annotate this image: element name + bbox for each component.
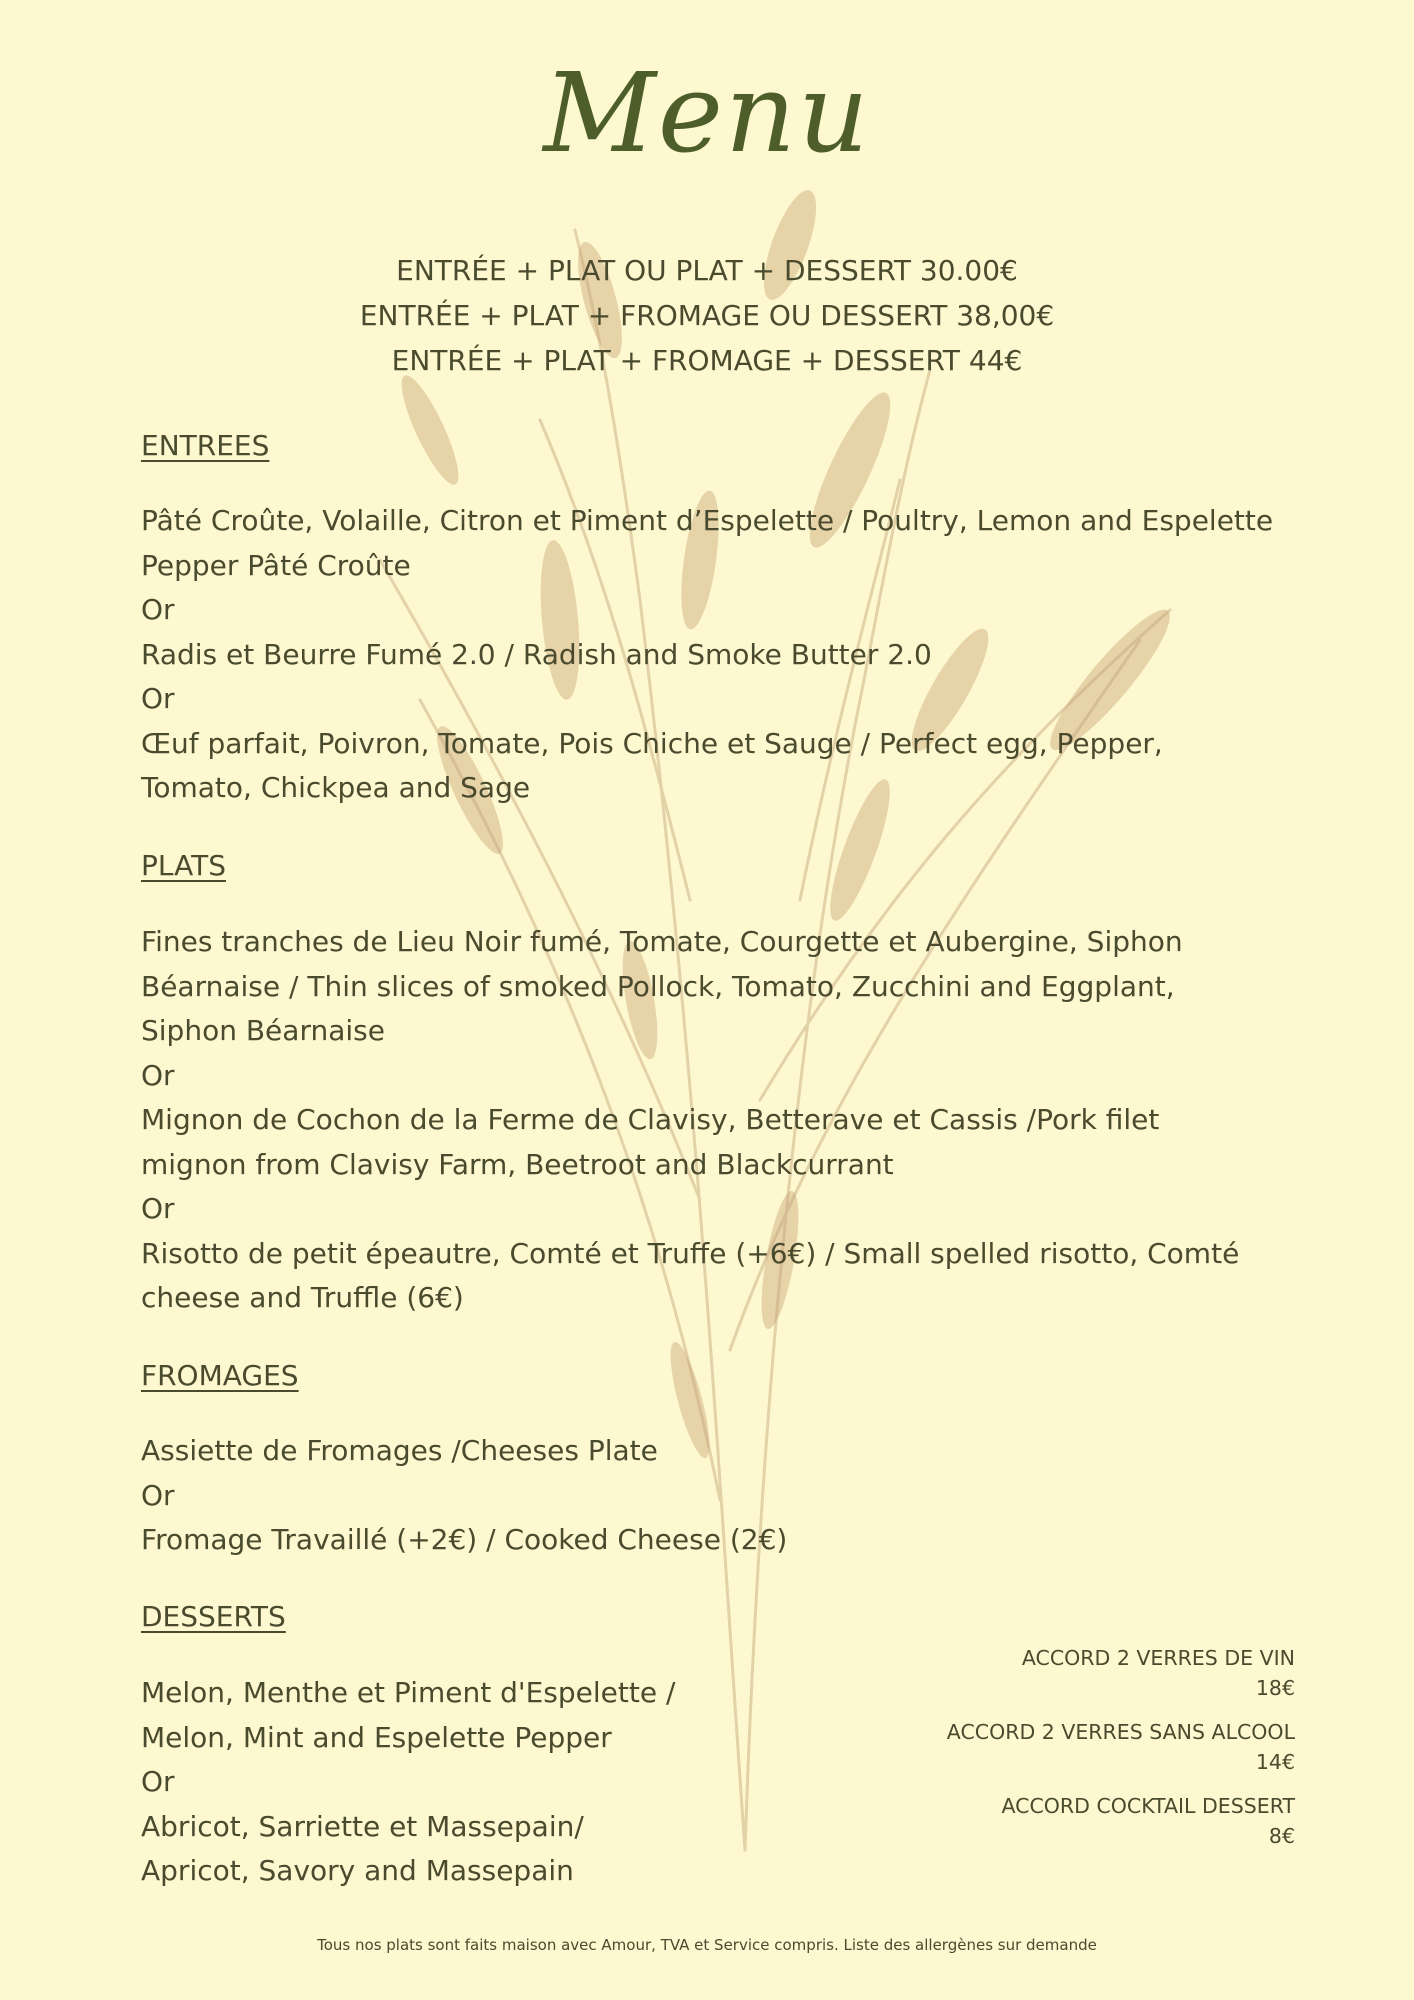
dish-line: Siphon Béarnaise xyxy=(141,1014,385,1047)
section-fromages xyxy=(141,1353,299,1398)
dish-line: Risotto de petit épeautre, Comté et Truffe (+6€) / Small spelled risotto, Comté xyxy=(141,1236,1240,1270)
dish-line: Pepper Pâté Croûte xyxy=(141,548,411,582)
dish-line: Melon, Menthe et Piment d'Espelette / xyxy=(141,1676,676,1709)
or-separator: Or xyxy=(141,682,175,715)
dish-line: Mignon de Cochon de la Ferme de Clavisy, Betterave et Cassis /Pork filet xyxy=(141,1103,1160,1136)
dish-line: Pâté Croûte, Volaille, Citron et Piment d’Espelette / Poultry, Lemon and Espelette xyxy=(141,504,1274,537)
or-separator: Or xyxy=(141,593,175,626)
dish-line: Assiette de Fromages /Cheeses Plate xyxy=(141,1434,658,1467)
or-separator: Or xyxy=(141,1192,175,1225)
pairing-price: 8€ xyxy=(1268,1824,1295,1848)
section-entrees xyxy=(141,423,269,468)
dish-line: Apricot, Savory and Massepain xyxy=(141,1854,574,1887)
section-title-fromages: FROMAGES xyxy=(141,1359,299,1392)
section-plats xyxy=(141,843,226,888)
pairing-label: ACCORD 2 VERRES SANS ALCOOL xyxy=(946,1720,1295,1744)
plats-list xyxy=(141,920,1239,1321)
drink-pairings xyxy=(947,1643,1295,1865)
menu-title: Menu xyxy=(543,49,871,177)
desserts-list xyxy=(141,1671,675,1894)
dish-line: Tomato, Chickpea and Sage xyxy=(141,771,531,804)
formula-line: ENTRÉE + PLAT + FROMAGE + DESSERT 44€ xyxy=(391,344,1023,377)
dish-line: Béarnaise / Thin slices of smoked Pollock, Tomato, Zucchini and Eggplant, xyxy=(141,969,1175,1003)
formula-line: ENTRÉE + PLAT OU PLAT + DESSERT 30.00€ xyxy=(396,254,1018,287)
pairing-label: ACCORD COCKTAIL DESSERT xyxy=(1001,1794,1295,1818)
section-title-desserts: DESSERTS xyxy=(141,1600,286,1633)
dish-line: Fromage Travaillé (+2€) / Cooked Cheese (2€) xyxy=(141,1523,788,1556)
dish-line: Abricot, Sarriette et Massepain/ xyxy=(141,1809,584,1843)
formula-line: ENTRÉE + PLAT + FROMAGE OU DESSERT 38,00€ xyxy=(359,299,1055,332)
dish-line: Radis et Beurre Fumé 2.0 / Radish and Smoke Butter 2.0 xyxy=(141,637,932,671)
section-title-entrees: ENTREES xyxy=(141,429,270,462)
formula-prices xyxy=(0,248,1414,383)
dish-line: mignon from Clavisy Farm, Beetroot and Blackcurrant xyxy=(141,1147,894,1181)
pairing-price: 18€ xyxy=(1255,1676,1295,1700)
section-desserts xyxy=(141,1594,286,1639)
or-separator: Or xyxy=(141,1058,175,1092)
dish-line: Œuf parfait, Poivron, Tomate, Pois Chiche et Sauge / Perfect egg, Pepper, xyxy=(141,726,1163,760)
footer-note: Tous nos plats sont faits maison avec Amour, TVA et Service compris. Liste des allergènes sur demande xyxy=(317,1936,1097,1954)
or-separator: Or xyxy=(141,1478,175,1512)
pairing-label: ACCORD 2 VERRES DE VIN xyxy=(1021,1646,1295,1670)
dish-line: cheese and Truffle (6€) xyxy=(141,1281,464,1314)
entrees-list xyxy=(141,499,1273,811)
pairing-price: 14€ xyxy=(1255,1750,1295,1774)
or-separator: Or xyxy=(141,1765,175,1798)
fromages-list xyxy=(141,1429,787,1563)
dish-line: Fines tranches de Lieu Noir fumé, Tomate, Courgette et Aubergine, Siphon xyxy=(141,925,1183,958)
section-title-plats: PLATS xyxy=(141,849,226,882)
dish-line: Melon, Mint and Espelette Pepper xyxy=(141,1720,612,1754)
